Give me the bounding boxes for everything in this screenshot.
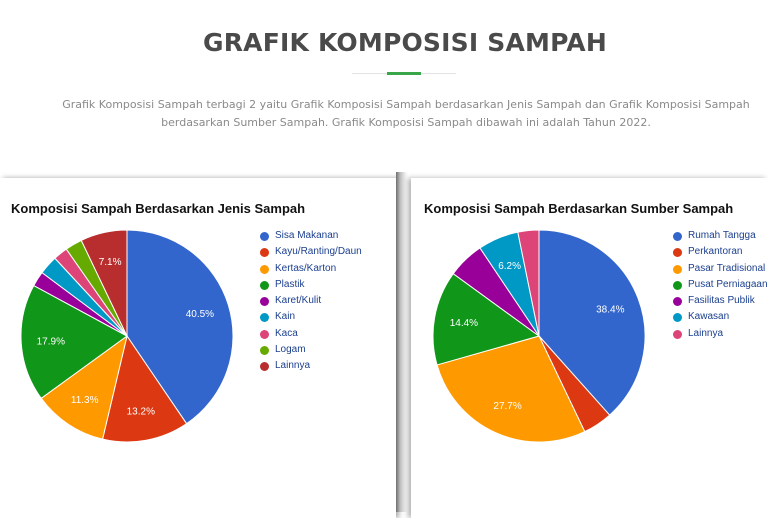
pie-chart-jenis (0, 178, 396, 478)
legend-label: Fasilitas Publik (688, 295, 755, 307)
intro-paragraph (26, 96, 768, 132)
page-title: GRAFIK KOMPOSISI SAMPAH (203, 28, 607, 57)
legend-swatch-icon (260, 265, 269, 274)
legend-swatch-icon (260, 346, 269, 355)
slice-label-sumber-3: 14.4% (449, 318, 479, 330)
legend-label: Logam (275, 344, 306, 356)
chart-title-sumber: Komposisi Sampah Berdasarkan Sumber Sampah (424, 201, 734, 216)
slice-label-sumber-0: 38.4% (596, 304, 625, 316)
legend-label: Lainnya (275, 360, 311, 372)
slice-label-jenis-1: 13.2% (126, 406, 155, 418)
slice-label-jenis-3: 17.9% (36, 336, 65, 348)
legend-label: Sisa Makanan (275, 230, 339, 241)
legend-label: Perkantoran (688, 246, 743, 258)
legend-swatch-icon (673, 281, 682, 290)
legend-label: Pusat Perniagaan (688, 278, 768, 290)
legend-label: Kertas/Karton (275, 262, 337, 274)
chart-card-jenis (0, 178, 396, 518)
legend-label: Lainnya (688, 327, 724, 339)
legend-label: Kaca (275, 327, 298, 339)
chart-card-sumber (411, 178, 768, 518)
legend-swatch-icon (260, 330, 269, 339)
slice-label-sumber-2: 27.7% (493, 401, 522, 413)
title-divider-accent (387, 72, 421, 75)
legend-label: Plastik (275, 278, 305, 290)
intro-line-1: Grafik Komposisi Sampah terbagi 2 yaitu Grafik Komposisi Sampah berdasarkan Jenis Sampah dan Grafik Komposisi Sampah (62, 98, 750, 111)
slice-label-jenis-8: 7.1% (98, 257, 122, 269)
slice-label-jenis-2: 11.3% (70, 395, 99, 406)
slice-label-sumber-5: 6.2% (498, 261, 521, 273)
legend-label: Kayu/Ranting/Daun (275, 246, 362, 258)
intro-line-2: berdasarkan Sumber Sampah. Grafik Komposisi Sampah dibawah ini adalah Tahun 2022. (161, 116, 651, 129)
legend-swatch-icon (260, 232, 269, 241)
title-divider (352, 73, 456, 74)
chart-title-jenis: Komposisi Sampah Berdasarkan Jenis Sampah (11, 201, 306, 216)
legend-label: Pasar Tradisional (688, 262, 766, 274)
legend-swatch-icon (260, 281, 269, 290)
slice-label-jenis-0: 40.5% (185, 309, 215, 321)
legend-swatch-icon (673, 330, 682, 339)
card-divider-shadow (396, 172, 408, 512)
legend-swatch-icon (673, 232, 682, 241)
legend-swatch-icon (673, 265, 682, 274)
legend-label: Kawasan (688, 311, 730, 323)
legend-label: Rumah Tangga (688, 230, 756, 241)
legend-label: Karet/Kulit (275, 295, 322, 307)
legend-label: Kain (275, 311, 296, 323)
